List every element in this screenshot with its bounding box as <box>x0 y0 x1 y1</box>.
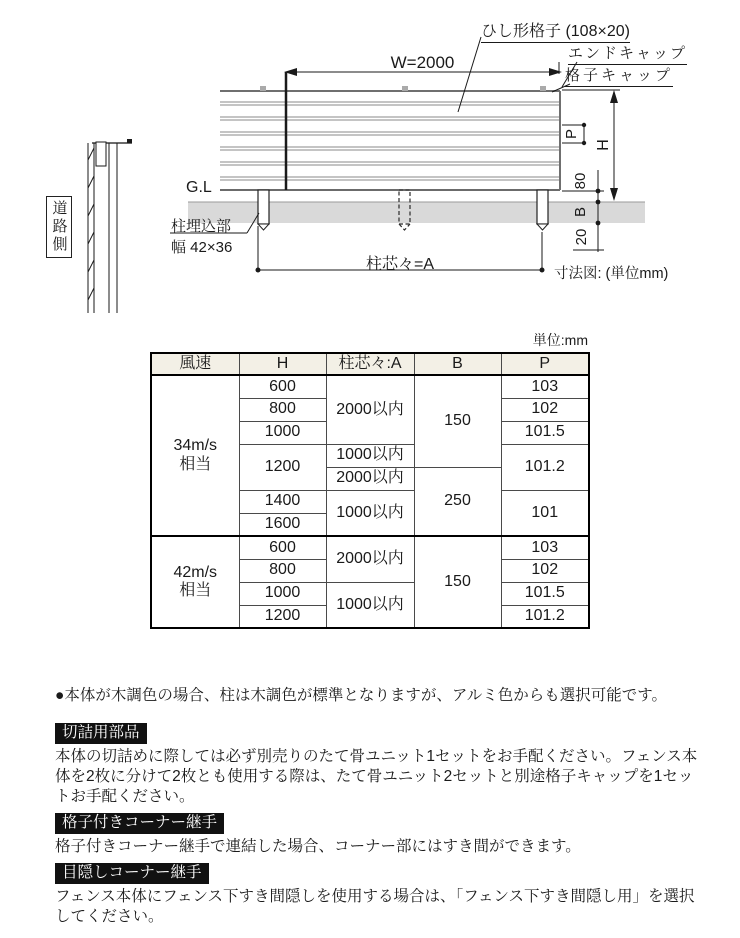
ground-level-label: G.L <box>186 179 212 196</box>
p-cell: 101.5 <box>501 421 589 444</box>
h-cell: 800 <box>239 559 326 582</box>
note-body: 格子付きコーナー継手で連結した場合、コーナー部にはすき間ができます。 <box>55 838 581 855</box>
dim-h-label: H <box>595 139 612 151</box>
lattice-leader <box>458 37 481 112</box>
p-cell: 103 <box>501 375 589 398</box>
column-header-a: 柱芯々:A <box>326 353 414 375</box>
spec-table <box>150 352 590 629</box>
note-body: 本体の切詰めに際しては必ず別売りのたて骨ユニット1セットをお手配ください。フェンス本体を2枚に分けて2枚とも使用する際は、たて骨ユニット2セットと別途格子キャップを1セットお手配ください。 <box>55 748 698 805</box>
dim-20-label: 20 <box>572 228 590 246</box>
fence-panel <box>220 86 560 190</box>
wind-speed-line1: 34m/s <box>173 437 218 455</box>
h-cell: 600 <box>239 375 326 398</box>
a-cell: 2000以内 <box>326 536 414 582</box>
width-dimension-label: W=2000 <box>390 53 455 72</box>
p-cell: 102 <box>501 559 589 582</box>
table-row <box>151 536 589 559</box>
notes-section <box>55 686 700 933</box>
a-cell: 2000以内 <box>326 375 414 444</box>
h-cell: 1600 <box>239 513 326 536</box>
wind-speed-line2: 相当 <box>179 582 212 599</box>
wind-speed-line2: 相当 <box>179 455 212 473</box>
h-cell: 1000 <box>239 421 326 444</box>
wind-speed-cell <box>151 536 239 628</box>
table-unit-label: 単位:mm <box>532 332 588 348</box>
p-cell: 101.2 <box>501 444 589 490</box>
wind-speed-line1: 42m/s <box>173 563 218 581</box>
dimension-diagram <box>0 0 740 335</box>
h-cell: 1400 <box>239 490 326 513</box>
a-cell: 1000以内 <box>326 582 414 628</box>
lattice-label: ひし形格子 (108×20) <box>481 18 630 43</box>
p-cell: 103 <box>501 536 589 559</box>
width-dimension <box>284 62 562 190</box>
a-cell: 2000以内 <box>326 467 414 490</box>
post-embed-label: 柱埋込部 <box>171 218 232 235</box>
dim-b-label: B <box>571 207 589 218</box>
column-header-b: B <box>414 353 501 375</box>
note-heading: 格子付きコーナー継手 <box>55 813 224 834</box>
note-block <box>55 723 700 807</box>
note-bullet: ●本体が木調色の場合、柱は木調色が標準となりますが、アルミ色からも選択可能です。 <box>55 687 668 704</box>
h-cell: 1000 <box>239 582 326 605</box>
p-cell: 102 <box>501 398 589 421</box>
note-heading: 目隠しコーナー継手 <box>55 863 209 884</box>
column-header-p: P <box>501 353 589 375</box>
column-header-h: H <box>239 353 326 375</box>
dimension-note-label: 寸法図: (単位mm) <box>554 266 669 282</box>
side-view <box>88 139 132 313</box>
h-cell: 1200 <box>239 444 326 490</box>
b-cell: 150 <box>414 536 501 628</box>
h-cell: 600 <box>239 536 326 559</box>
p-cell: 101 <box>501 490 589 536</box>
b-cell: 150 <box>414 375 501 467</box>
b-cell: 250 <box>414 467 501 536</box>
post-embed-size-label: 幅 42×36 <box>171 239 233 256</box>
header-row <box>151 353 589 375</box>
p-cell: 101.5 <box>501 582 589 605</box>
h-cell: 1200 <box>239 605 326 628</box>
dim-p-label: P <box>562 129 580 140</box>
note-block <box>55 813 700 857</box>
dim-80-label: 80 <box>571 172 589 190</box>
a-cell: 1000以内 <box>326 490 414 536</box>
lattice-cap-label: 格子キャップ <box>565 64 673 87</box>
h-cell: 800 <box>239 398 326 421</box>
note-body: フェンス本体にフェンス下すき間隠しを使用する場合は、「フェンス下すき間隠し用」を選択してください。 <box>55 888 695 925</box>
note-heading: 切詰用部品 <box>55 723 147 744</box>
right-dimensions <box>562 90 620 252</box>
end-cap-label: エンドキャップ <box>568 42 687 65</box>
post-pitch-label: 柱芯々=A <box>365 256 435 273</box>
a-cell: 1000以内 <box>326 444 414 467</box>
p-cell: 101.2 <box>501 605 589 628</box>
right-post <box>537 190 548 230</box>
column-header-wind: 風速 <box>151 353 239 375</box>
left-post <box>258 190 269 230</box>
wind-speed-cell <box>151 375 239 536</box>
road-side-label: 道路側 <box>46 196 72 258</box>
table-row <box>151 375 589 398</box>
note-block <box>55 863 700 927</box>
